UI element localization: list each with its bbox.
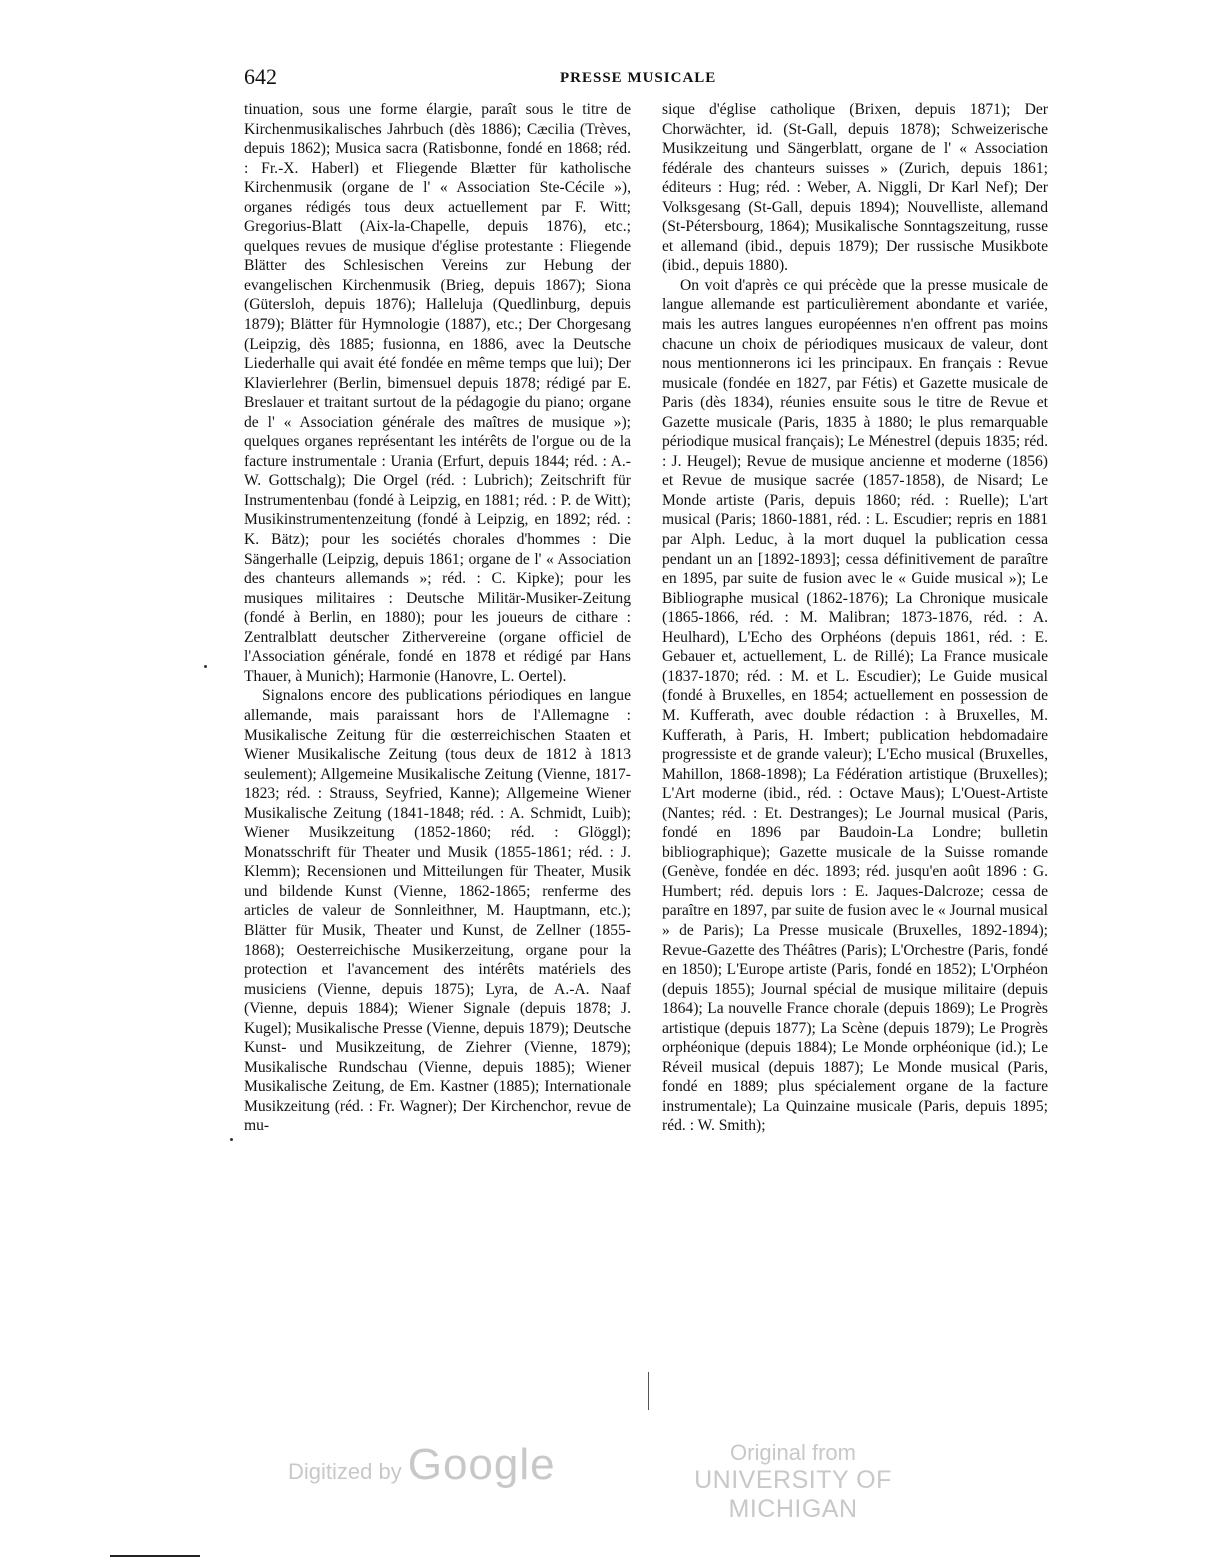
column-rule (648, 1372, 649, 1410)
original-from-label: Original from (730, 1440, 856, 1465)
left-paragraph-2: Signalons encore des publications périodiques en langue allemande, mais paraissant hors de l'Allemagne : Musikalische Zeitung für die œsterreichischen Staaten et Wiener Musikalische Zeitung (tous deux de 1812 à 1813 seulement); Allgemeine Musikalische Zeitung (Vienne, 1817-1823; réd. : Strauss, Seyfried, Kanne); Allgemeine Wiener Musikalische Zeitung (1841-1848; réd. : A. Schmidt, Luib); Wiener Musikzeitung (1852-1860; réd. : Glöggl); Monatsschrift für Theater und Musik (1855-1861; réd. : J. Klemm); Recensionen und Mitteilungen für Theater, Musik und bildende Kunst (Vienne, 1862-1865; renferme des articles de valeur de Sonnleithner, M. Hauptmann, etc.); Blätter für Musik, Theater und Kunst, de Zellner (1855-1868); Oesterreichische Musikerzeitung, organe pour la protection et l'avancement des intérêts matériels des musiciens (Vienne, depuis 1875); Lyra, de A.-A. Naaf (Vienne, depuis 1884); Wiener Signale (depuis 1878; J. Kugel); Musikalische Presse (Vienne, depuis 1879); Deutsche Kunst- und Musikzeitung, de Ziehrer (Vienne, 1879); Musikalische Rundschau (Vienne, depuis 1885); Wiener Musikalische Zeitung, de Em. Kastner (1885); Internationale Musikzeitung (réd. : Fr. Wagner); Der Kirchenchor, revue de mu- (244, 687, 631, 1135)
right-column (662, 100, 1048, 1136)
scan-speck (230, 1138, 233, 1141)
google-logo: Google (407, 1440, 556, 1489)
running-head: PRESSE MUSICALE (560, 70, 717, 86)
original-from-watermark (668, 1440, 918, 1524)
right-paragraph-2: On voit d'après ce qui précède que la presse musicale de langue allemande est particulièrement abondante et variée, mais les autres langues européennes n'en offrent pas moins chacune un choix de périodiques musicaux de valeur, dont nous mentionnerons ici les principaux. En français : Revue musicale (fondée en 1827, par Fétis) et Gazette musicale de Paris (dès 1834), réunies ensuite sous le titre de Revue et Gazette musicale (Paris, 1835 à 1880; le plus remarquable périodique musical français); Le Ménestrel (depuis 1835; réd. : J. Heugel); Revue de musique ancienne et moderne (1856) et Revue de musique sacrée (1857-1858), de Nisard; Le Monde artiste (Paris, depuis 1860; réd. : Ruelle); L'art musical (Paris; 1860-1881, réd. : L. Escudier; repris en 1881 par Alph. Leduc, à la mort duquel la publication cessa pendant un an [1892-1893]; cessa définitivement de paraître en 1895, par suite de fusion avec le « Guide musical »); Le Bibliographe musical (1862-1876); La Chronique musicale (1865-1866, réd. : M. Malibran; 1873-1876, réd. : A. Heulhard), L'Echo des Orphéons (depuis 1861, réd. : E. Gebauer et, actuellement, L. de Rillé); La France musicale (1837-1870; réd. : M. et L. Escudier); Le Guide musical (fondé à Bruxelles, en 1854; actuellement en possession de M. Kufferath, avec double rédaction : à Bruxelles, M. Kufferath, à Paris, H. Imbert; publication hebdomadaire progressiste et de grande valeur); L'Echo musical (Bruxelles, Mahillon, 1868-1898); La Fédération artistique (Bruxelles); L'Art moderne (ibid., réd. : Octave Maus); L'Ouest-Artiste (Nantes; réd. : Et. Destranges); Le Journal musical (Paris, fondé en 1896 par Baudoin-La Londre; bulletin bibliographique); Gazette musicale de la Suisse romande (Genève, fondée en déc. 1893; réd. jusqu'en août 1896 : G. Humbert; réd. depuis lors : E. Jaques-Dalcroze; cessa de paraître en 1897, par suite de fusion avec le « Journal musical » de Paris); La Presse musicale (Bruxelles, 1892-1894); Revue-Gazette des Théâtres (Paris); L'Orchestre (Paris, fondé en 1850); L'Europe artiste (Paris, fondé en 1852); L'Orphéon (depuis 1855); Journal spécial de musique militaire (depuis 1864); La nouvelle France chorale (depuis 1869); Le Progrès artistique (depuis 1877); La Scène (depuis 1879); Le Progrès orphéonique (depuis 1884); Le Monde orphéonique (id.); Le Réveil musical (depuis 1887); Le Monde musical (Paris, fondé en 1889; plus spécialement organe de la facture instrumentale); La Quinzaine musicale (Paris, depuis 1895; réd. : W. Smith); (662, 276, 1048, 1135)
right-paragraph-1: sique d'église catholique (Brixen, depuis 1871); Der Chorwächter, id. (St-Gall, depuis 1878); Schweizerische Musikzeitung und Sängerblatt, organe de l' « Association fédérale des chanteurs suisses » (Zurich, depuis 1861; éditeurs : Hug; réd. : Weber, A. Niggli, Dr Karl Nef); Der Volksgesang (St-Gall, depuis 1894); Nouvelliste, allemand (St-Pétersbourg, 1864); Musikalische Sonntagszeitung, russe et allemand (ibid., depuis 1879); Der russische Musikbote (ibid., depuis 1880). (662, 101, 1048, 275)
institution-label: UNIVERSITY OF MICHIGAN (694, 1466, 892, 1523)
scan-edge-mark (110, 1555, 200, 1557)
left-column (244, 100, 631, 1136)
scan-speck (204, 665, 207, 668)
page-number: 642 (244, 64, 277, 89)
digitized-by-watermark (288, 1440, 556, 1490)
digitized-by-label: Digitized by (288, 1459, 402, 1484)
left-paragraph-1: tinuation, sous une forme élargie, paraît sous le titre de Kirchenmusikalisches Jahrbuch (dès 1886); Cæcilia (Trèves, depuis 1862); Musica sacra (Ratisbonne, fondé en 1868; réd. : Fr.-X. Haberl) et Fliegende Blætter für katholische Kirchenmusik (organe de l' « Association Ste-Cécile »), organes rédigés tous deux actuellement par F. Witt; Gregorius-Blatt (Aix-la-Chapelle, depuis 1876), etc.; quelques revues de musique d'église protestante : Fliegende Blätter des Schlesischen Vereins zur Hebung der evangelischen Kirchenmusik (Brieg, depuis 1867); Siona (Gütersloh, depuis 1876); Halleluja (Quedlinburg, depuis 1879); Blätter für Hymnologie (1887), etc.; Der Chorgesang (Leipzig, dès 1885; fusionna, en 1886, avec la Deutsche Liederhalle qui avait été fondée en même temps que lui); Der Klavierlehrer (Berlin, bimensuel depuis 1878; rédigé par E. Breslauer et traitant surtout de la pédagogie du piano; organe de l' « Association générale des maîtres de musique »); quelques organes représentant les intérêts de l'orgue ou de la facture instrumentale : Urania (Erfurt, depuis 1844; réd. : A.-W. Gottschalg); Die Orgel (réd. : Lubrich); Zeitschrift für Instrumentenbau (fondé à Leipzig, en 1881; réd. : P. de Witt); Musikinstrumentenzeitung (fondé à Leipzig, en 1892; réd. : K. Bätz); pour les sociétés chorales d'hommes : Die Sängerhalle (Leipzig, depuis 1861; organe de l' « Association des chanteurs allemands »; réd. : C. Kipke); pour les musiques militaires : Deutsche Militär-Musiker-Zeitung (fondé à Berlin, en 1880); pour les joueurs de cithare : Zentralblatt deutscher Zithervereine (organe officiel de l'Association générale, fondé en 1878 et rédigé par Hans Thauer, à Munich); Harmonie (Hanovre, L. Oertel). (244, 101, 631, 685)
